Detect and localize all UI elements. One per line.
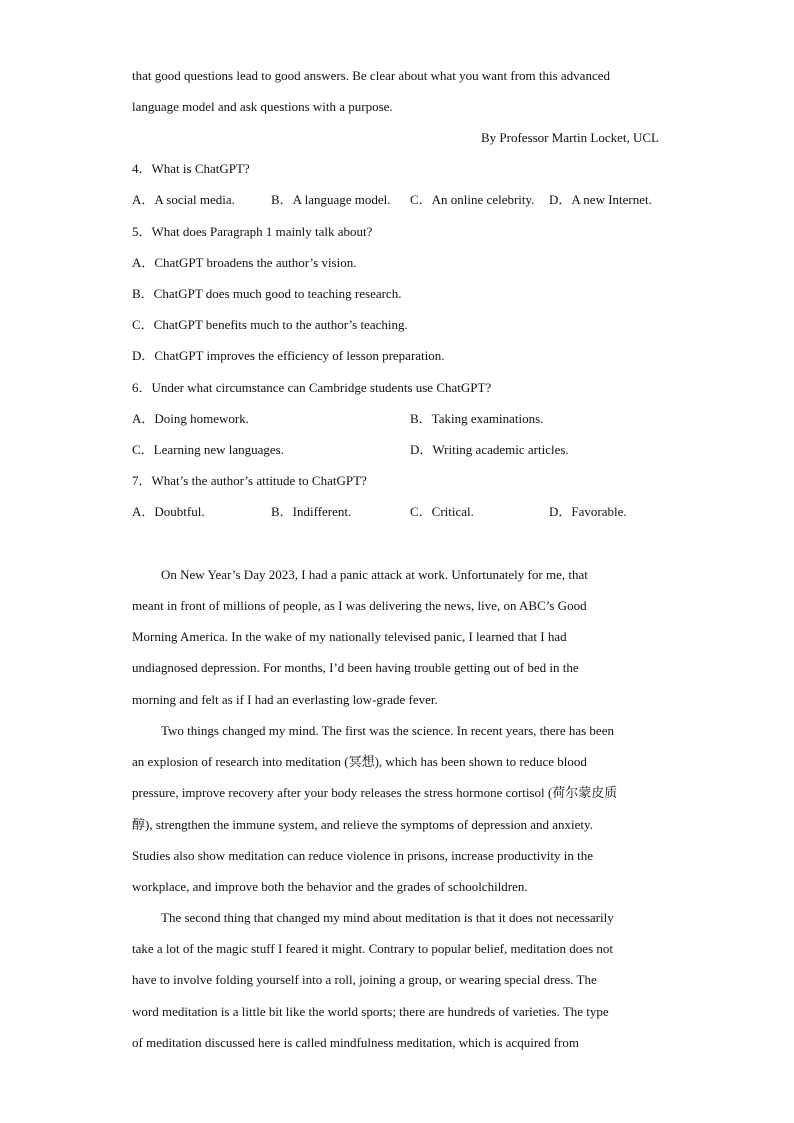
question-6-option-b: B．Taking examinations. [410, 411, 544, 426]
question-6-option-a: A．Doing homework. [132, 411, 249, 426]
passage-line: pressure, improve recovery after your body releases the stress hormone cortisol (荷尔蒙皮质 [132, 785, 618, 800]
question-5-option-a: A．ChatGPT broadens the author’s vision. [132, 255, 357, 270]
passage-line: take a lot of the magic stuff I feared it might. Contrary to popular belief, meditation does not [132, 941, 613, 956]
passage-line: of meditation discussed here is called mindfulness meditation, which is acquired from [132, 1035, 579, 1050]
intro-line-1: that good questions lead to good answers. Be clear about what you want from this advanced [132, 68, 610, 83]
passage-line: The second thing that changed my mind about meditation is that it does not necessarily [161, 910, 614, 925]
question-4-stem: 4．What is ChatGPT? [132, 161, 250, 176]
question-6-option-c: C．Learning new languages. [132, 442, 284, 457]
question-6-stem: 6．Under what circumstance can Cambridge students use ChatGPT? [132, 380, 492, 395]
passage-line: 醇), strengthen the immune system, and relieve the symptoms of depression and anxiety. [132, 817, 593, 832]
question-4-option-c: C．An online celebrity. [410, 192, 535, 207]
passage-line: an explosion of research into meditation (冥想), which has been shown to reduce blood [132, 754, 587, 769]
question-4-option-a: A．A social media. [132, 192, 235, 207]
passage-line: word meditation is a little bit like the world sports; there are hundreds of varieties. The type [132, 1004, 609, 1019]
question-5-option-c: C．ChatGPT benefits much to the author’s teaching. [132, 317, 408, 332]
passage-line: meant in front of millions of people, as I was delivering the news, live, on ABC’s Good [132, 598, 587, 613]
passage-line: undiagnosed depression. For months, I’d been having trouble getting out of bed in the [132, 660, 579, 675]
question-5-stem: 5．What does Paragraph 1 mainly talk about? [132, 224, 373, 239]
question-7-option-a: A．Doubtful. [132, 504, 205, 519]
question-5-option-b: B．ChatGPT does much good to teaching research. [132, 286, 402, 301]
passage-line: morning and felt as if I had an everlasting low-grade fever. [132, 692, 438, 707]
passage-line: Studies also show meditation can reduce violence in prisons, increase productivity in the [132, 848, 594, 863]
question-7-stem: 7．What’s the author’s attitude to ChatGPT? [132, 473, 367, 488]
question-7-option-d: D．Favorable. [549, 504, 627, 519]
question-7-option-b: B．Indifferent. [271, 504, 352, 519]
passage-line: have to involve folding yourself into a roll, joining a group, or wearing special dress. The [132, 972, 597, 987]
intro-line-2: language model and ask questions with a purpose. [132, 99, 393, 114]
byline: By Professor Martin Locket, UCL [480, 130, 659, 145]
passage-line: Two things changed my mind. The first was the science. In recent years, there has been [161, 723, 614, 738]
passage-line: On New Year’s Day 2023, I had a panic attack at work. Unfortunately for me, that [161, 567, 588, 582]
question-5-option-d: D．ChatGPT improves the efficiency of lesson preparation. [132, 348, 445, 363]
question-6-option-d: D．Writing academic articles. [410, 442, 569, 457]
passage-line: Morning America. In the wake of my nationally televised panic, I learned that I had [132, 629, 567, 644]
question-4-option-d: D．A new Internet. [549, 192, 652, 207]
passage-line: workplace, and improve both the behavior and the grades of schoolchildren. [132, 879, 528, 894]
question-4-option-b: B．A language model. [271, 192, 391, 207]
question-7-option-c: C．Critical. [410, 504, 474, 519]
